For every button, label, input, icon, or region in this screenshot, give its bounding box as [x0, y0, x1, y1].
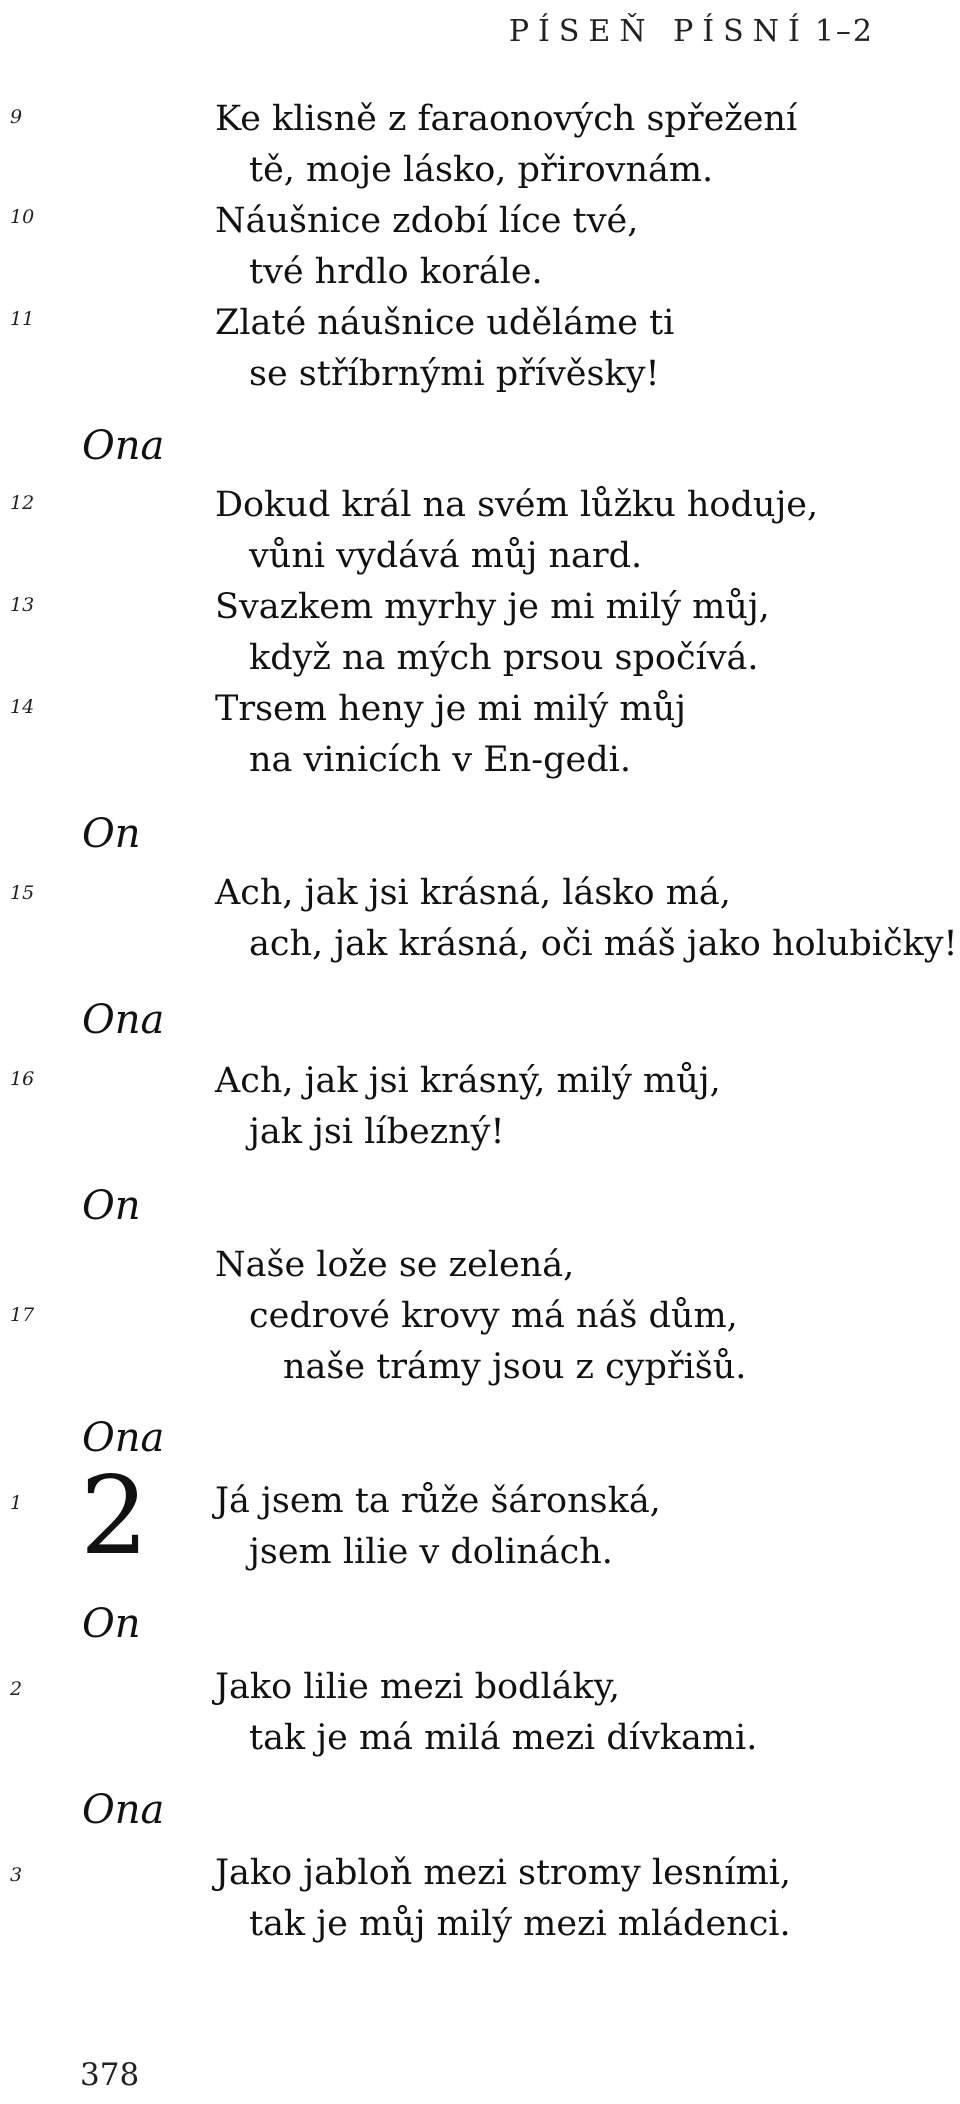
- speaker-label: Ona: [82, 1415, 165, 1461]
- speaker-label: Ona: [82, 1787, 165, 1833]
- verse-number: 14: [10, 696, 35, 718]
- header-title: PÍSEŇ PÍSNÍ: [508, 13, 809, 49]
- verse-number: 9: [10, 106, 23, 128]
- speaker-label: Ona: [82, 997, 165, 1043]
- verse-number: 17: [10, 1304, 35, 1326]
- verse-number: 10: [10, 206, 35, 228]
- verse-line: tak je můj milý mezi mládenci.: [249, 1904, 791, 1944]
- verse-line: tě, moje lásko, přirovnám.: [249, 150, 714, 190]
- verse-line: Jako lilie mezi bodláky,: [215, 1667, 620, 1707]
- verse-line: Ach, jak jsi krásný, milý můj,: [215, 1061, 721, 1101]
- verse-line: se stříbrnými přívěsky!: [249, 354, 660, 394]
- verse-number: 3: [10, 1864, 23, 1886]
- verse-line: vůni vydává můj nard.: [249, 536, 643, 576]
- verse-line: cedrové krovy má náš dům,: [249, 1296, 738, 1336]
- speaker-label: On: [82, 811, 141, 857]
- verse-number: 2: [10, 1678, 23, 1700]
- verse-line: Naše lože se zelená,: [215, 1245, 575, 1285]
- verse-line: tak je má milá mezi dívkami.: [249, 1718, 758, 1758]
- verse-number: 12: [10, 492, 35, 514]
- verse-line: Zlaté náušnice uděláme ti: [215, 303, 675, 343]
- speaker-label: On: [82, 1601, 141, 1647]
- verse-line: jak jsi líbezný!: [249, 1112, 505, 1152]
- running-header: [509, 0, 874, 62]
- verse-line: Trsem heny je mi milý můj: [215, 689, 687, 729]
- verse-line: Já jsem ta růže šáronská,: [215, 1481, 661, 1521]
- verse-line: Dokud král na svém lůžku hoduje,: [215, 485, 819, 525]
- verse-line: Svazkem myrhy je mi milý můj,: [215, 587, 770, 627]
- speaker-label: Ona: [82, 423, 165, 469]
- verse-line: jsem lilie v dolinách.: [249, 1532, 613, 1572]
- verse-line: když na mých prsou spočívá.: [249, 638, 759, 678]
- verse-number: 11: [10, 308, 35, 330]
- chapter-number: 2: [80, 1454, 149, 1579]
- page-number: 378: [80, 2057, 140, 2093]
- verse-line: naše trámy jsou z cypřišů.: [283, 1347, 747, 1387]
- speaker-label: On: [82, 1183, 141, 1229]
- verse-line: na vinicích v En-gedi.: [249, 740, 631, 780]
- verse-number: 13: [10, 594, 35, 616]
- verse-line: Ke klisně z faraonových spřežení: [215, 99, 798, 139]
- verse-line: Jako jabloň mezi stromy lesními,: [215, 1853, 792, 1893]
- verse-line: Ach, jak jsi krásná, lásko má,: [215, 873, 731, 913]
- verse-line: ach, jak krásná, oči máš jako holubičky!: [249, 924, 958, 964]
- header-chapters: 1–2: [814, 13, 874, 49]
- verse-line: tvé hrdlo korále.: [249, 252, 543, 292]
- verse-number: 15: [10, 882, 35, 904]
- verse-number: 16: [10, 1068, 35, 1090]
- verse-line: Náušnice zdobí líce tvé,: [215, 201, 639, 241]
- verse-number: 1: [10, 1492, 23, 1514]
